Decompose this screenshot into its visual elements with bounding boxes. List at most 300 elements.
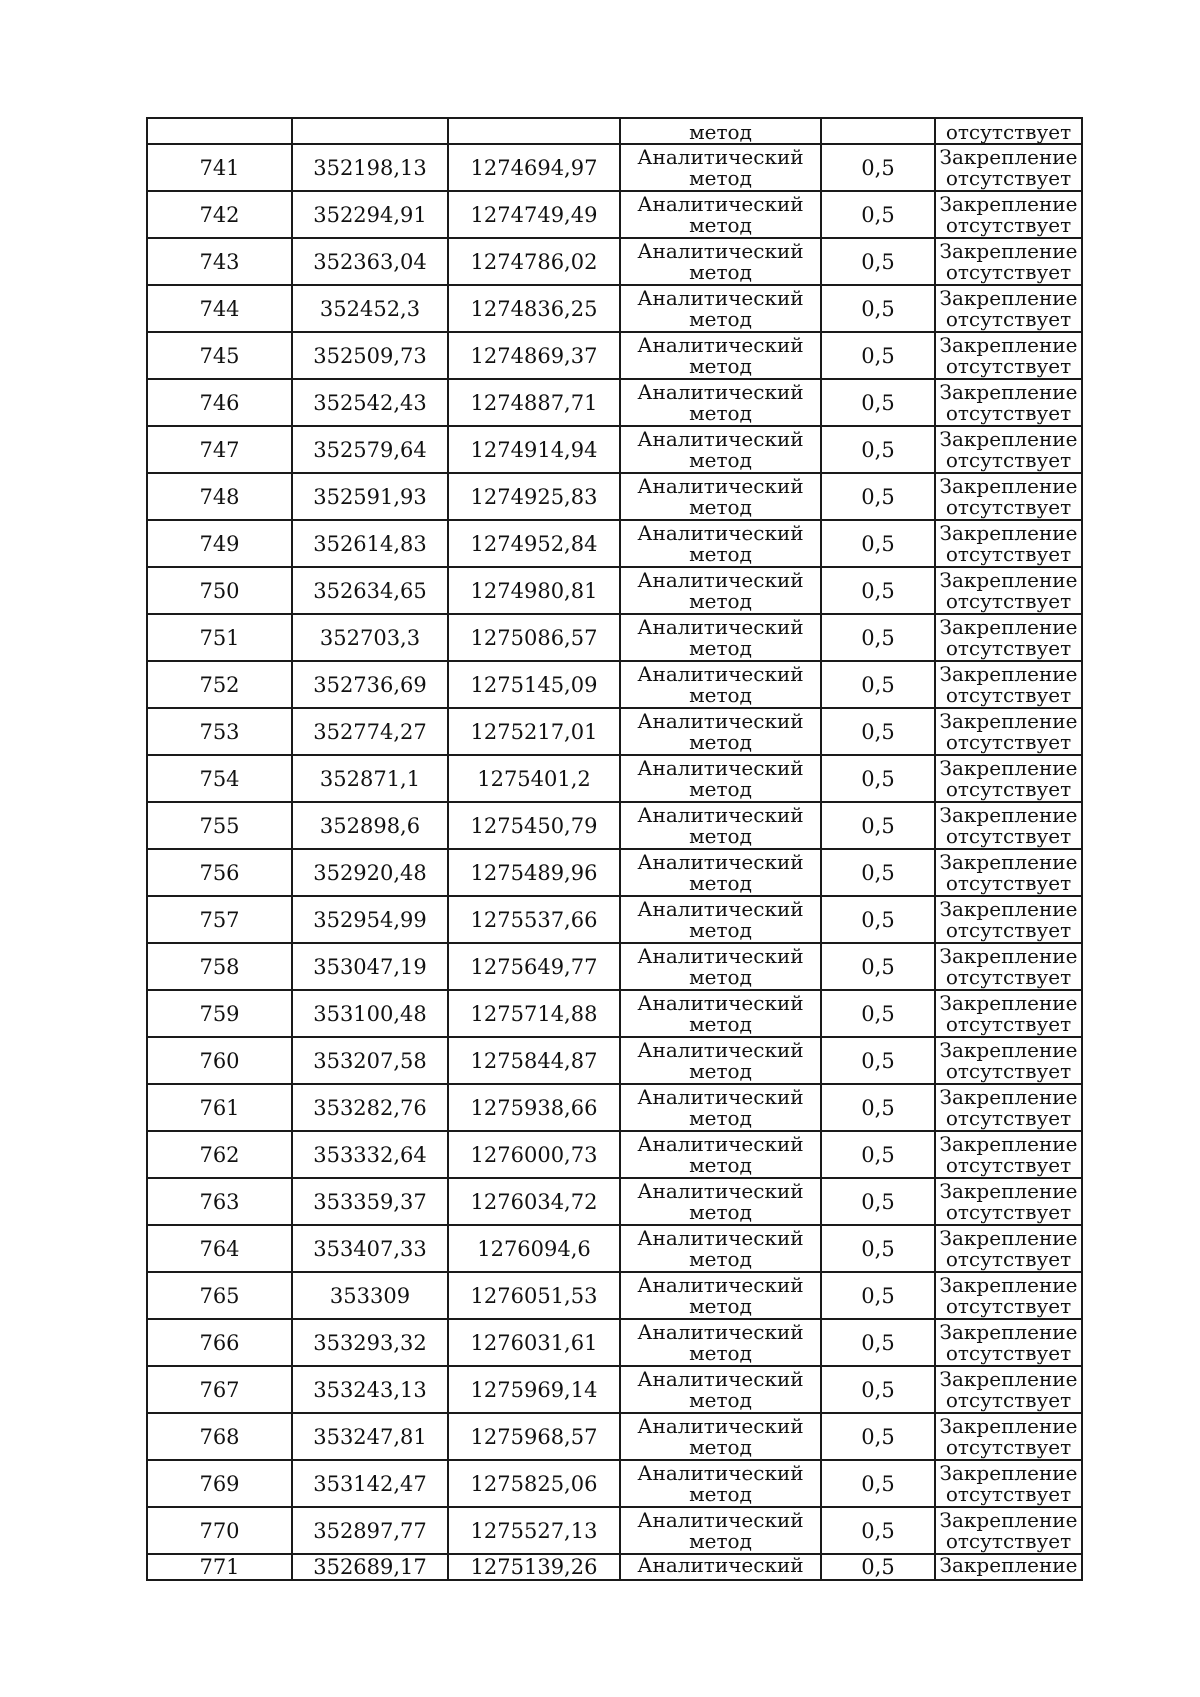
method-line-1: Аналитический	[637, 426, 804, 451]
cell-accuracy: 0,5	[821, 520, 935, 567]
cell-y: 1274869,37	[448, 332, 620, 379]
cell-y: 1274980,81	[448, 567, 620, 614]
table-row	[147, 1507, 1082, 1554]
fixing-line-1: Закрепление	[939, 849, 1078, 874]
cell-x: 353247,81	[292, 1413, 448, 1460]
cell-method	[620, 1460, 821, 1507]
fixing-line-2: отсутствует	[945, 635, 1072, 660]
coordinates-table	[146, 117, 1083, 1581]
cell-point-number: 771	[147, 1554, 292, 1580]
cell-x: 352591,93	[292, 473, 448, 520]
cell-accuracy: 0,5	[821, 144, 935, 191]
cell-point-number: 755	[147, 802, 292, 849]
fixing-line-2: отсутствует	[945, 588, 1072, 613]
cell-fixing	[935, 1413, 1082, 1460]
method-line-1: Аналитический	[637, 1319, 804, 1344]
method-line-1: Аналитический	[637, 1178, 804, 1203]
cell-accuracy: 0,5	[821, 661, 935, 708]
method-line-1: Аналитический	[637, 943, 804, 968]
cell-x: 352363,04	[292, 238, 448, 285]
fixing-line-1: Закрепление	[939, 1272, 1078, 1297]
cell-fixing	[935, 379, 1082, 426]
fixing-line-1: Закрепление	[939, 426, 1078, 451]
method-line-2: метод	[689, 1340, 752, 1365]
fixing-line-1: Закрепление	[939, 1507, 1078, 1532]
method-line-1: Аналитический	[637, 708, 804, 733]
fixing-line-1: Закрепление	[939, 896, 1078, 921]
cell-x: 352920,48	[292, 849, 448, 896]
cell-method	[620, 1366, 821, 1413]
cell-accuracy: 0,5	[821, 1554, 935, 1580]
cell-accuracy: 0,5	[821, 1272, 935, 1319]
cell-point-number: 768	[147, 1413, 292, 1460]
cell-y: 1274952,84	[448, 520, 620, 567]
cell-point-number: 752	[147, 661, 292, 708]
cell-accuracy: 0,5	[821, 332, 935, 379]
cell-x	[292, 118, 448, 144]
table-row	[147, 990, 1082, 1037]
fixing-line-1: Закрепление	[939, 943, 1078, 968]
method-line-2: метод	[689, 682, 752, 707]
method-line-1: Аналитический	[637, 802, 804, 827]
cell-x: 353407,33	[292, 1225, 448, 1272]
method-line-2: метод	[689, 1481, 752, 1506]
fixing-line-2: отсутствует	[945, 964, 1072, 989]
cell-x: 352634,65	[292, 567, 448, 614]
method-line-2: метод	[689, 1528, 752, 1553]
cell-x: 352871,1	[292, 755, 448, 802]
fixing-line-2: отсутствует	[945, 729, 1072, 754]
cell-fixing: Закрепление	[935, 1554, 1082, 1580]
cell-point-number: 761	[147, 1084, 292, 1131]
cell-accuracy: 0,5	[821, 802, 935, 849]
table-row	[147, 238, 1082, 285]
method-line-1: Аналитический	[637, 896, 804, 921]
table-row	[147, 1037, 1082, 1084]
cell-y: 1274836,25	[448, 285, 620, 332]
cell-y: 1274694,97	[448, 144, 620, 191]
method-line-2: метод	[689, 447, 752, 472]
table-row	[147, 1225, 1082, 1272]
fixing-line-1: Закрепление	[939, 473, 1078, 498]
cell-y: 1274749,49	[448, 191, 620, 238]
cell-point-number: 746	[147, 379, 292, 426]
cell-method	[620, 285, 821, 332]
fixing-line-2: отсутствует	[945, 400, 1072, 425]
method-line-1: Аналитический	[637, 1225, 804, 1250]
cell-x: 352452,3	[292, 285, 448, 332]
method-line-1: Аналитический	[637, 614, 804, 639]
method-line-1: Аналитический	[637, 661, 804, 686]
cell-method	[620, 1084, 821, 1131]
table-row	[147, 567, 1082, 614]
table-row	[147, 144, 1082, 191]
cell-y: 1275450,79	[448, 802, 620, 849]
cell-fixing	[935, 990, 1082, 1037]
cell-method	[620, 990, 821, 1037]
cell-fixing	[935, 1131, 1082, 1178]
fixing-line-1: Закрепление	[939, 1366, 1078, 1391]
cell-method	[620, 802, 821, 849]
cell-method	[620, 849, 821, 896]
table-row	[147, 943, 1082, 990]
fixing-line-1: Закрепление	[939, 191, 1078, 216]
cell-y: 1274925,83	[448, 473, 620, 520]
cell-x: 352898,6	[292, 802, 448, 849]
fixing-line-1: Закрепление	[939, 379, 1078, 404]
fixing-line-2: отсутствует	[945, 1528, 1072, 1553]
cell-y: 1275844,87	[448, 1037, 620, 1084]
fixing-line-2: отсутствует	[945, 917, 1072, 942]
fixing-line-1: Закрепление	[939, 661, 1078, 686]
fixing-line-1: Закрепление	[939, 1225, 1078, 1250]
cell-method	[620, 1413, 821, 1460]
cell-y: 1276000,73	[448, 1131, 620, 1178]
fixing-line-2: отсутствует	[945, 1481, 1072, 1506]
cell-accuracy: 0,5	[821, 849, 935, 896]
cell-accuracy: 0,5	[821, 426, 935, 473]
cell-y: 1276051,53	[448, 1272, 620, 1319]
cell-y: 1275537,66	[448, 896, 620, 943]
cell-point-number: 747	[147, 426, 292, 473]
cell-accuracy: 0,5	[821, 1225, 935, 1272]
method-line-2: метод	[689, 494, 752, 519]
cell-accuracy: 0,5	[821, 1084, 935, 1131]
cell-fixing	[935, 755, 1082, 802]
cell-fixing	[935, 332, 1082, 379]
cell-accuracy: 0,5	[821, 1460, 935, 1507]
cell-method: Аналитический	[620, 1554, 821, 1580]
cell-method	[620, 1319, 821, 1366]
cell-accuracy: 0,5	[821, 1507, 935, 1554]
cell-x: 353207,58	[292, 1037, 448, 1084]
table-row	[147, 285, 1082, 332]
fixing-line-1: Закрепление	[939, 1037, 1078, 1062]
cell-x: 353282,76	[292, 1084, 448, 1131]
fixing-line-2: отсутствует	[945, 494, 1072, 519]
cell-y: 1275968,57	[448, 1413, 620, 1460]
method-line-2: метод	[689, 259, 752, 284]
table-row	[147, 1084, 1082, 1131]
cell-accuracy: 0,5	[821, 191, 935, 238]
cell-x: 353047,19	[292, 943, 448, 990]
cell-point-number: 750	[147, 567, 292, 614]
method-line-2: метод	[689, 776, 752, 801]
method-line-2: метод	[689, 212, 752, 237]
method-line-2: метод	[689, 823, 752, 848]
cell-method	[620, 661, 821, 708]
cell-accuracy: 0,5	[821, 614, 935, 661]
table-row	[147, 1413, 1082, 1460]
cell-point-number: 759	[147, 990, 292, 1037]
cell-y: 1274786,02	[448, 238, 620, 285]
method-line-2: метод	[689, 1199, 752, 1224]
cell-point-number	[147, 118, 292, 144]
table-row	[147, 1319, 1082, 1366]
method-line-1: Аналитический	[637, 285, 804, 310]
cell-x: 352614,83	[292, 520, 448, 567]
cell-fixing	[935, 1366, 1082, 1413]
cell-y: 1276031,61	[448, 1319, 620, 1366]
fixing-line-1: Закрепление	[939, 614, 1078, 639]
method-line-1: Аналитический	[637, 332, 804, 357]
fixing-line-1: Закрепление	[939, 238, 1078, 263]
cell-y: 1275489,96	[448, 849, 620, 896]
cell-method	[620, 614, 821, 661]
cell-x: 352689,17	[292, 1554, 448, 1580]
fixing-line-2: отсутствует	[945, 870, 1072, 895]
cell-fixing	[935, 1037, 1082, 1084]
method-line-1: Аналитический	[637, 990, 804, 1015]
table-row	[147, 379, 1082, 426]
cell-x: 352198,13	[292, 144, 448, 191]
method-line-1: Аналитический	[637, 1460, 804, 1485]
fixing-line-1: Закрепление	[939, 755, 1078, 780]
fixing-line-1: Закрепление	[939, 1460, 1078, 1485]
table-row	[147, 661, 1082, 708]
method-line-2: метод	[689, 541, 752, 566]
cell-point-number: 741	[147, 144, 292, 191]
cell-x: 352736,69	[292, 661, 448, 708]
cell-point-number: 765	[147, 1272, 292, 1319]
fixing-line-2: отсутствует	[945, 1434, 1072, 1459]
fixing-line-2: отсутствует	[945, 1293, 1072, 1318]
method-line-1: Аналитический	[637, 379, 804, 404]
cell-method	[620, 1272, 821, 1319]
method-line-2: метод	[689, 964, 752, 989]
cell-y: 1275527,13	[448, 1507, 620, 1554]
cell-x: 352897,77	[292, 1507, 448, 1554]
table-row	[147, 849, 1082, 896]
cell-method	[620, 1131, 821, 1178]
cell-y: 1275145,09	[448, 661, 620, 708]
method-line-1: Аналитический	[637, 1413, 804, 1438]
table-row	[147, 332, 1082, 379]
method-line-2: метод	[689, 1105, 752, 1130]
cell-method	[620, 755, 821, 802]
cell-y: 1276094,6	[448, 1225, 620, 1272]
method-line-1: Аналитический	[637, 1131, 804, 1156]
method-line-1: Аналитический	[637, 1272, 804, 1297]
fixing-line-2: отсутствует	[945, 1105, 1072, 1130]
cell-point-number: 748	[147, 473, 292, 520]
table-body	[147, 118, 1082, 1580]
table-row	[147, 802, 1082, 849]
cell-method	[620, 144, 821, 191]
cell-accuracy: 0,5	[821, 1037, 935, 1084]
fixing-line-2: отсутствует	[945, 212, 1072, 237]
cell-accuracy: 0,5	[821, 285, 935, 332]
fixing-line-1: Закрепление	[939, 1319, 1078, 1344]
cell-y: 1276034,72	[448, 1178, 620, 1225]
cell-fixing	[935, 144, 1082, 191]
cell-method	[620, 332, 821, 379]
cell-point-number: 760	[147, 1037, 292, 1084]
cell-method	[620, 1507, 821, 1554]
fixing-line-2: отсутствует	[945, 1340, 1072, 1365]
method-line-1: Аналитический	[637, 144, 804, 169]
table-row	[147, 520, 1082, 567]
cell-x: 352294,91	[292, 191, 448, 238]
fixing-line-1: Закрепление	[939, 1413, 1078, 1438]
cell-method	[620, 1037, 821, 1084]
method-line-1: Аналитический	[637, 567, 804, 592]
cell-point-number: 758	[147, 943, 292, 990]
cell-fixing	[935, 849, 1082, 896]
method-line-2: метод	[689, 1058, 752, 1083]
cell-method	[620, 473, 821, 520]
cell-point-number: 766	[147, 1319, 292, 1366]
cell-method	[620, 1225, 821, 1272]
cell-point-number: 764	[147, 1225, 292, 1272]
cell-accuracy: 0,5	[821, 755, 935, 802]
table-row	[147, 708, 1082, 755]
cell-point-number: 767	[147, 1366, 292, 1413]
fixing-line-1: Закрепление	[939, 708, 1078, 733]
method-line-1: Аналитический	[637, 1084, 804, 1109]
cell-accuracy: 0,5	[821, 1366, 935, 1413]
method-line-2: метод	[689, 917, 752, 942]
fixing-line-1: Закрепление	[939, 990, 1078, 1015]
cell-accuracy: 0,5	[821, 943, 935, 990]
cell-fixing	[935, 1319, 1082, 1366]
cell-fixing	[935, 708, 1082, 755]
cell-fixing	[935, 943, 1082, 990]
cell-x: 353243,13	[292, 1366, 448, 1413]
fixing-line-1: Закрепление	[939, 1084, 1078, 1109]
cell-y: 1275938,66	[448, 1084, 620, 1131]
fixing-line-2: отсутствует	[945, 1058, 1072, 1083]
table-row-partial-top	[147, 118, 1082, 144]
cell-y: 1275217,01	[448, 708, 620, 755]
fixing-line-2: отсутствует	[945, 1011, 1072, 1036]
cell-fixing	[935, 1084, 1082, 1131]
method-line-1: Аналитический	[637, 1037, 804, 1062]
cell-point-number: 751	[147, 614, 292, 661]
cell-x: 353309	[292, 1272, 448, 1319]
cell-method	[620, 426, 821, 473]
table-row	[147, 473, 1082, 520]
cell-method	[620, 1178, 821, 1225]
method-line-2: метод	[689, 400, 752, 425]
cell-point-number: 762	[147, 1131, 292, 1178]
cell-fixing	[935, 426, 1082, 473]
method-line-2: метод	[689, 1434, 752, 1459]
fixing-line-2: отсутствует	[945, 1246, 1072, 1271]
cell-fixing	[935, 614, 1082, 661]
table-row	[147, 1131, 1082, 1178]
method-line-2: метод	[689, 1011, 752, 1036]
cell-point-number: 770	[147, 1507, 292, 1554]
cell-point-number: 744	[147, 285, 292, 332]
cell-accuracy: 0,5	[821, 1178, 935, 1225]
cell-fixing: отсутствует	[935, 118, 1082, 144]
table-row	[147, 614, 1082, 661]
cell-point-number: 742	[147, 191, 292, 238]
method-line-1: Аналитический	[637, 520, 804, 545]
cell-fixing	[935, 1272, 1082, 1319]
cell-accuracy: 0,5	[821, 708, 935, 755]
cell-fixing	[935, 191, 1082, 238]
cell-y: 1274914,94	[448, 426, 620, 473]
fixing-line-2: отсутствует	[945, 823, 1072, 848]
method-line-2: метод	[689, 729, 752, 754]
table-row	[147, 1178, 1082, 1225]
method-line-1: Аналитический	[637, 755, 804, 780]
cell-x: 353100,48	[292, 990, 448, 1037]
cell-y: 1275825,06	[448, 1460, 620, 1507]
table-row	[147, 1460, 1082, 1507]
fixing-line-2: отсутствует	[945, 1199, 1072, 1224]
method-line-1: Аналитический	[637, 238, 804, 263]
fixing-line-2: отсутствует	[945, 447, 1072, 472]
cell-accuracy: 0,5	[821, 1413, 935, 1460]
cell-fixing	[935, 473, 1082, 520]
cell-x: 353359,37	[292, 1178, 448, 1225]
method-line-1: Аналитический	[637, 191, 804, 216]
cell-x: 352774,27	[292, 708, 448, 755]
table-row	[147, 896, 1082, 943]
cell-method	[620, 896, 821, 943]
fixing-line-1: Закрепление	[939, 567, 1078, 592]
cell-x: 352542,43	[292, 379, 448, 426]
cell-accuracy: 0,5	[821, 1131, 935, 1178]
cell-point-number: 745	[147, 332, 292, 379]
table-row	[147, 1272, 1082, 1319]
cell-fixing	[935, 802, 1082, 849]
cell-fixing	[935, 1225, 1082, 1272]
method-line-1: Аналитический	[637, 849, 804, 874]
method-line-2: метод	[689, 1387, 752, 1412]
cell-accuracy: 0,5	[821, 990, 935, 1037]
table-row	[147, 755, 1082, 802]
cell-y	[448, 118, 620, 144]
cell-fixing	[935, 238, 1082, 285]
cell-method	[620, 238, 821, 285]
cell-fixing	[935, 1507, 1082, 1554]
method-line-2: метод	[689, 1246, 752, 1271]
cell-x: 353142,47	[292, 1460, 448, 1507]
method-line-1: Аналитический	[637, 1366, 804, 1391]
cell-point-number: 743	[147, 238, 292, 285]
method-line-1: Аналитический	[637, 473, 804, 498]
cell-point-number: 749	[147, 520, 292, 567]
fixing-line-2: отсутствует	[945, 165, 1072, 190]
cell-x: 352954,99	[292, 896, 448, 943]
fixing-line-1: Закрепление	[939, 802, 1078, 827]
method-line-2: метод	[689, 1293, 752, 1318]
cell-x: 352509,73	[292, 332, 448, 379]
cell-y: 1274887,71	[448, 379, 620, 426]
fixing-line-2: отсутствует	[945, 541, 1072, 566]
method-line-2: метод	[689, 1152, 752, 1177]
table-row-partial-bottom	[147, 1554, 1082, 1580]
method-line-2: метод	[689, 353, 752, 378]
table-row	[147, 426, 1082, 473]
method-line-2: метод	[689, 635, 752, 660]
cell-y: 1275401,2	[448, 755, 620, 802]
cell-x: 352703,3	[292, 614, 448, 661]
cell-method	[620, 943, 821, 990]
fixing-line-1: Закрепление	[939, 144, 1078, 169]
cell-point-number: 757	[147, 896, 292, 943]
fixing-line-2: отсутствует	[945, 353, 1072, 378]
fixing-line-2: отсутствует	[945, 306, 1072, 331]
cell-fixing	[935, 661, 1082, 708]
cell-y: 1275714,88	[448, 990, 620, 1037]
cell-fixing	[935, 567, 1082, 614]
cell-accuracy: 0,5	[821, 473, 935, 520]
